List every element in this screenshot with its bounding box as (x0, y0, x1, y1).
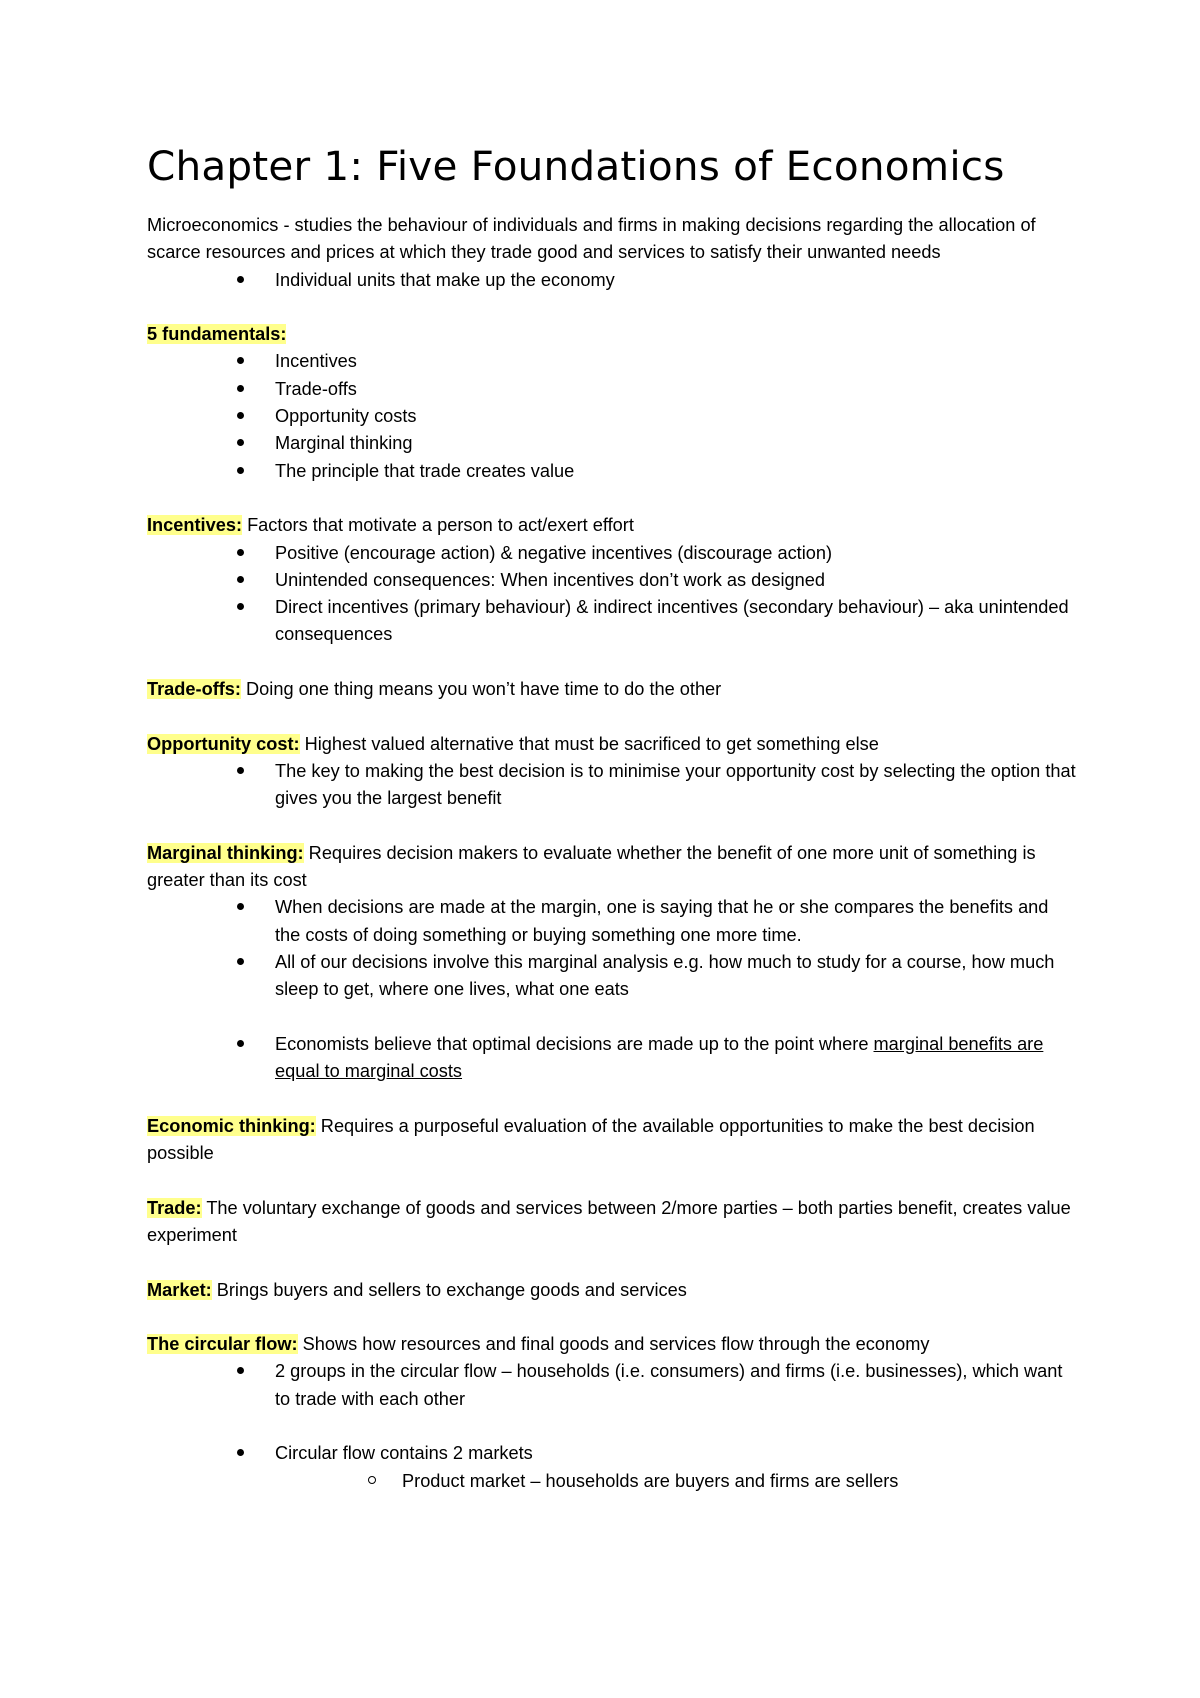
definition-text: Brings buyers and sellers to exchange goods and services (211, 1279, 687, 1300)
definition-text: Highest valued alternative that must be sacrificed to get something else (299, 733, 879, 754)
fundamentals-heading (147, 321, 1077, 348)
definition-text: Requires decision makers to evaluate whether the benefit of one more unit of something is greater than its cost (147, 842, 1036, 891)
list-item: Unintended consequences: When incentives don’t work as designed (147, 567, 1077, 594)
list-item: Direct incentives (primary behaviour) & indirect incentives (secondary behaviour) – aka unintended consequences (147, 594, 1077, 649)
list-item: The principle that trade creates value (147, 458, 1077, 485)
document-content (147, 140, 1077, 1495)
list-item: Trade-offs (147, 376, 1077, 403)
list-item: Positive (encourage action) & negative incentives (discourage action) (147, 540, 1077, 567)
list-item: Marginal thinking (147, 430, 1077, 457)
highlighted-term: The circular flow: (147, 1334, 298, 1355)
marginal-thinking-definition (147, 840, 1077, 895)
marginal-thinking-list (147, 894, 1077, 1003)
list-item: The key to making the best decision is to minimise your opportunity cost by selecting the option that gives you the largest benefit (147, 758, 1077, 813)
circular-flow-list (147, 1358, 1077, 1413)
underlined-text: marginal benefits are equal to marginal costs (275, 1033, 1044, 1082)
list-item (147, 1031, 1077, 1086)
list-item: 2 groups in the circular flow – households (i.e. consumers) and firms (i.e. businesses), which want to trade with each other (147, 1358, 1077, 1413)
definition-text: Requires a purposeful evaluation of the available opportunities to make the best decision possible (147, 1115, 1035, 1164)
list-item: Opportunity costs (147, 403, 1077, 430)
highlighted-term: 5 fundamentals: (147, 324, 287, 345)
highlighted-term: Incentives: (147, 515, 243, 536)
highlighted-term: Trade: (147, 1197, 202, 1218)
intro-paragraph: Microeconomics - studies the behaviour of individuals and firms in making decisions regarding the allocation of scarce resources and prices at which they trade good and services to satisfy their unwanted needs (147, 215, 1036, 263)
list-item-text: Economists believe that optimal decisions are made up to the point where (275, 1033, 874, 1054)
circular-flow-definition (147, 1331, 1077, 1358)
definition-text: Doing one thing means you won’t have time to do the other (240, 679, 722, 700)
opportunity-cost-definition (147, 731, 1077, 758)
list-item: Incentives (147, 348, 1077, 375)
sub-list-item: Product market – households are buyers and firms are sellers (147, 1468, 1077, 1495)
list-item: All of our decisions involve this marginal analysis e.g. how much to study for a course, how much sleep to get, where one lives, what one eats (147, 949, 1077, 1004)
list-item: Individual units that make up the economy (147, 267, 1077, 294)
page-title: Chapter 1: Five Foundations of Economics (147, 142, 1005, 190)
tradeoffs-definition (147, 676, 1077, 703)
intro-bullets (147, 267, 1077, 294)
highlighted-term: Trade-offs: (147, 679, 241, 700)
circular-flow-list-2 (147, 1440, 1077, 1467)
highlighted-term: Marginal thinking: (147, 842, 304, 863)
incentives-definition (147, 512, 1077, 539)
opportunity-cost-list (147, 758, 1077, 813)
fundamentals-list (147, 348, 1077, 484)
highlighted-term: Opportunity cost: (147, 733, 300, 754)
market-definition (147, 1277, 1077, 1304)
marginal-thinking-list-2 (147, 1031, 1077, 1086)
list-item: When decisions are made at the margin, one is saying that he or she compares the benefits and the costs of doing something or buying something one more time. (147, 894, 1077, 949)
economic-thinking-definition (147, 1113, 1077, 1168)
highlighted-term: Market: (147, 1279, 212, 1300)
highlighted-term: Economic thinking: (147, 1115, 316, 1136)
definition-text: Shows how resources and final goods and services flow through the economy (297, 1334, 930, 1355)
definition-text: Factors that motivate a person to act/exert effort (242, 515, 634, 536)
definition-text: The voluntary exchange of goods and services between 2/more parties – both parties benefit, creates value experiment (147, 1197, 1071, 1245)
circular-flow-sublist (147, 1468, 1077, 1495)
list-item: Circular flow contains 2 markets (147, 1440, 1077, 1467)
trade-definition (147, 1195, 1077, 1250)
incentives-list (147, 540, 1077, 649)
